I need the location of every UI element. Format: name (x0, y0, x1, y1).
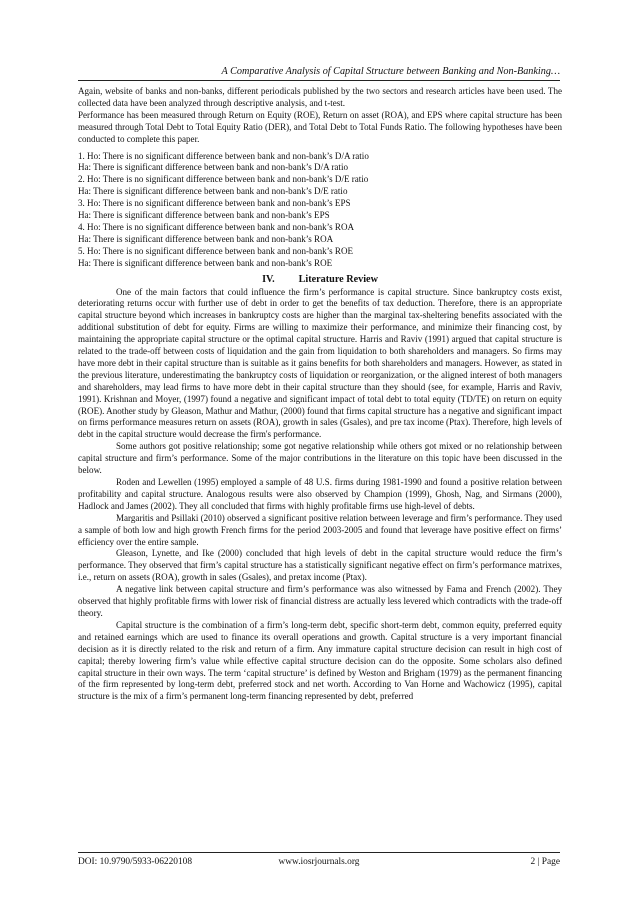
review-paragraph: Gleason, Lynette, and Ike (2000) concluded that high levels of debt in the capital structure would reduce the firm’s performance. They observed that firm’s capital structure has a statistically significant negative effect on firm’s performance matrixes, i.e., return on assets (ROA), growth in sales (Gsales), and pretax income (Ptax). (78, 548, 562, 583)
review-paragraph: Some authors got positive relationship; some got negative relationship while others got mixed or no relationship between capital structure and firm’s performance. Some of the major contributions in the literature on this topic have been discussed in the below. (78, 441, 562, 476)
hypothesis-alt: Ha: There is significant difference between bank and non-bank’s ROA (78, 233, 334, 244)
review-paragraph: Margaritis and Psillaki (2010) observed a significant positive relation between leverage and firm’s performance. They used a sample of both low and high growth French firms for the period 2003-2005 and found that leverage have positive effect on firms’ efficiency over the entire sample. (78, 512, 562, 547)
footer-rule (78, 852, 560, 853)
review-paragraph: A negative link between capital structure and firm’s performance was also witnessed by Fama and French (2002). They observed that highly profitable firms with lower risk of financial distress are actually less levered which contradicts with the trade-off theory. (78, 584, 562, 618)
hypothesis-alt: Ha: There is significant difference between bank and non-bank’s D/E ratio (78, 186, 348, 197)
review-paragraph: Roden and Lewellen (1995) employed a sample of 48 U.S. firms during 1981-1990 and found a positive relation between profitability and capital structure. Analogous results were also observed by Champion (1999), Ghosh, Nag, and Sirmans (2000), Hadlock and James (2002). They all concluded that firms with highly profitable firms use high-level of debts. (78, 477, 562, 511)
footer-page-number: 2 | Page (530, 857, 560, 867)
section-title: Literature Review (298, 273, 378, 285)
section-heading (78, 274, 562, 286)
section-number: IV. (262, 273, 275, 285)
page-body (78, 86, 562, 703)
hypothesis-null: 1. Ho: There is no significant difference between bank and non-bank’s D/A ratio (78, 150, 369, 161)
hypothesis-null: 5. Ho: There is no significant difference between bank and non-bank’s ROE (78, 245, 354, 256)
hypothesis-alt: Ha: There is significant difference between bank and non-bank’s EPS (78, 210, 330, 221)
header-rule (78, 80, 560, 81)
review-paragraph: One of the main factors that could influence the firm’s performance is capital structure. Since bankruptcy costs exist, deteriorating returns occur with further use of debt in order to get the benefits of tax deduction. Therefore, there is an appropriate capital structure beyond which increases in bankruptcy costs are higher than the marginal tax-sheltering benefits associated with the additional substitution of debt for equity. Firms are willing to maximize their performance, and minimize their financing cost, by maintaining the appropriate capital structure or the optimal capital structure. Harris and Raviv (1991) argued that capital structure is related to the trade-off between costs of liquidation and the gain from liquidation to both shareholders and managers. So firms may have more debt in their capital structure than is suitable as it gains benefits for both shareholders and managers. However, as stated in the previous literature, underestimating the bankruptcy costs of liquidation or reorganization, or the aligned interest of both managers and shareholders, may lead firms to have more debt in their capital structure than they should (see, for example, Harris and Raviv, 1991). Krishnan and Moyer, (1997) found a negative and significant impact of total debt to total equity (TD/TE) on return on equity (ROE). Another study by Gleason, Mathur and Mathur, (2000) found that firms capital structure has a negative and significant impact on firms performance measures return on assets (ROA), growth in sales (Gsales), and pre tax income (Ptax). Therefore, high levels of debt in the capital structure would decrease the firm's performance. (78, 286, 562, 440)
hypothesis-alt: Ha: There is significant difference between bank and non-bank’s D/A ratio (78, 162, 348, 173)
hypothesis-alt: Ha: There is significant difference between bank and non-bank’s ROE (78, 257, 333, 268)
hypotheses-list (78, 151, 562, 270)
hypothesis-null: 2. Ho: There is no significant difference between bank and non-bank’s D/E ratio (78, 174, 369, 185)
hypothesis-null: 3. Ho: There is no significant difference between bank and non-bank’s EPS (78, 198, 351, 209)
footer-website: www.iosrjournals.org (278, 857, 360, 867)
footer-doi: DOI: 10.9790/5933-06220108 (78, 857, 193, 867)
review-paragraph: Capital structure is the combination of a firm’s long-term debt, specific short-term debt, common equity, preferred equity and retained earnings which are used to finance its overall operations and growth. Capital structure is a very important financial decision as it is directly related to the risk and return of a firm. Any immature capital structure decision can result in high cost of capital; thereby lowering firm’s value while effective capital structure decision can do the opposite. Some scholars also defined capital structure in their own ways. The term ‘capital structure’ is defined by Weston and Brigham (1979) as the permanent financing of the firm represented by long-term debt, preferred stock and net worth. According to Van Horne and Wachowicz (1995), capital structure is the mix of a firm’s permanent long-term financing represented by debt, preferred (78, 619, 562, 702)
intro-paragraph-2: Performance has been measured through Return on Equity (ROE), Return on asset (ROA), and EPS where capital structure has been measured through Total Debt to Total Equity Ratio (DER), and Total Debt to Total Funds Ratio. The following hypotheses have been conducted to complete this paper. (78, 109, 562, 144)
hypothesis-null: 4. Ho: There is no significant difference between bank and non-bank’s ROA (78, 221, 355, 232)
intro-paragraph-1: Again, website of banks and non-banks, different periodicals published by the two sectors and research articles have been used. The collected data have been analyzed through descriptive analysis, and t-test. (78, 86, 562, 108)
running-header: A Comparative Analysis of Capital Structure between Banking and Non-Banking… (221, 66, 560, 77)
